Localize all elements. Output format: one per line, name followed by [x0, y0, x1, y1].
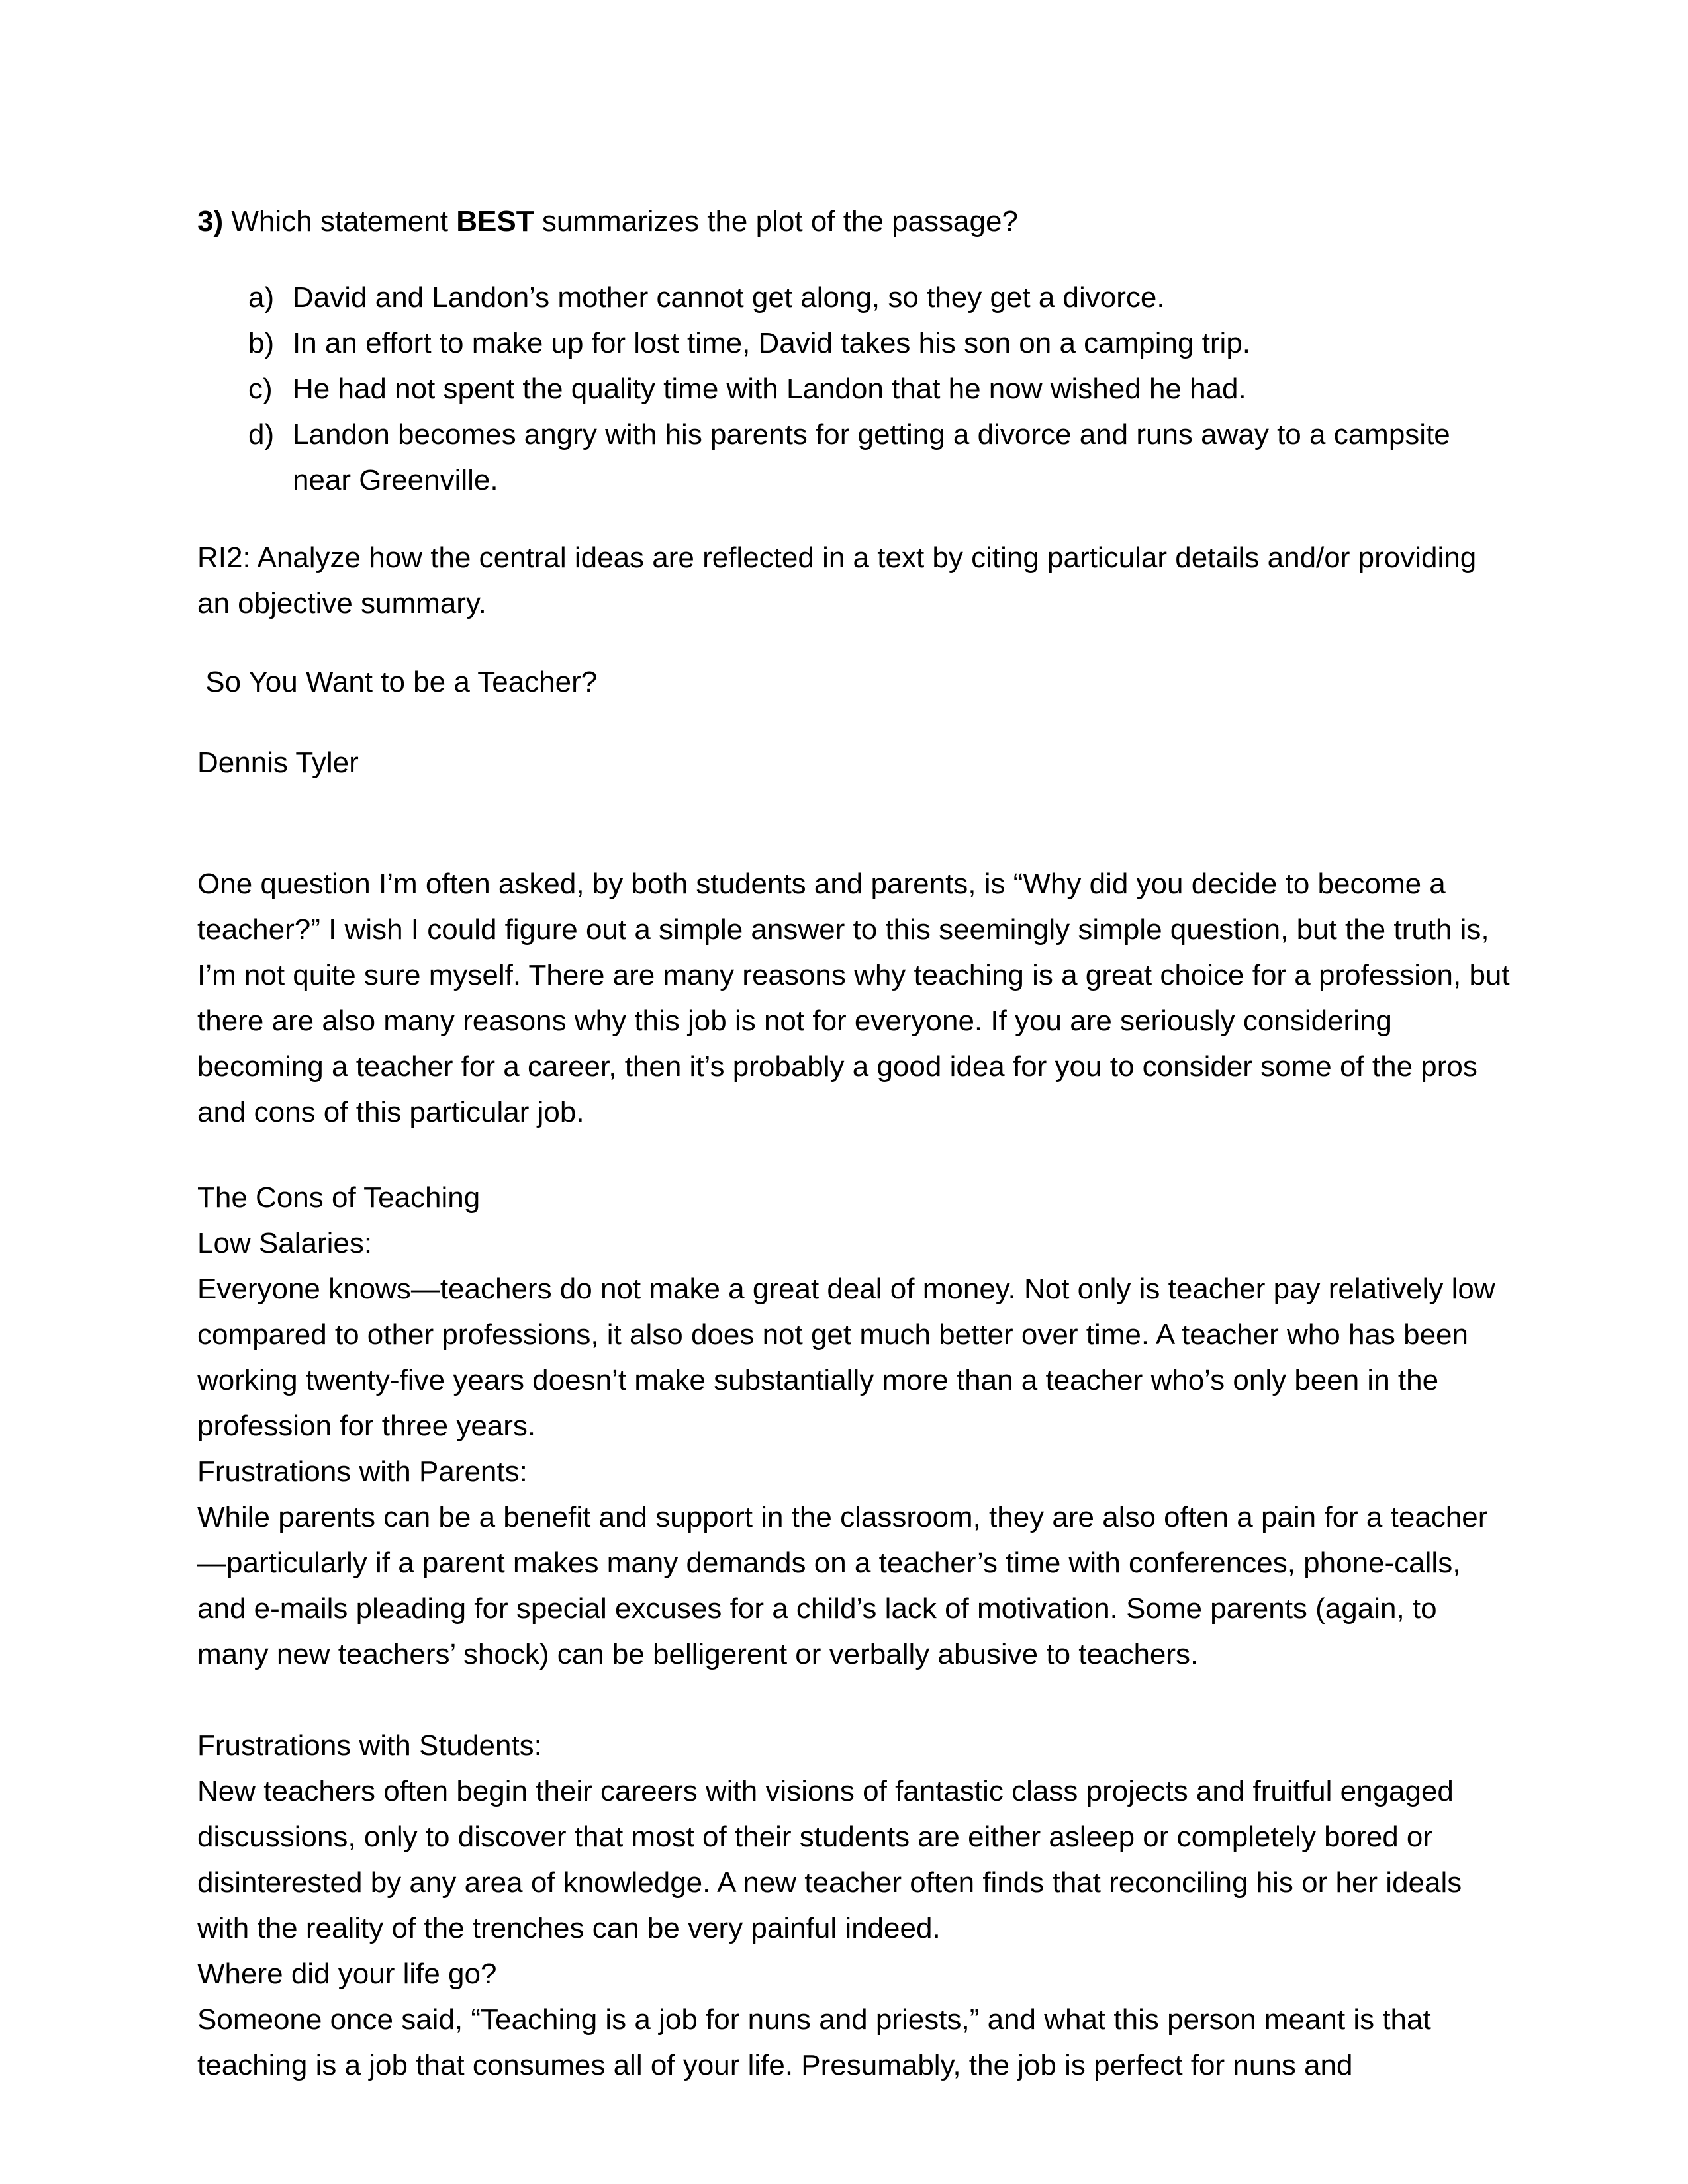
life-heading: Where did your life go? — [197, 1958, 497, 1990]
cons-section — [197, 1175, 1516, 1677]
passage-title: So You Want to be a Teacher? — [197, 666, 598, 698]
parents-paragraph: While parents can be a benefit and support in the classroom, they are also often a pain for a teacher—particularly if a parent makes many demands on a teacher’s time with conferences, phone-calls, and e-mails pleading for special excuses for a child’s lack of motivation. Some parents (again, to many new teachers’ shock) can be belligerent or verbally abusive to teachers. — [197, 1501, 1488, 1670]
question-3 — [197, 199, 1516, 244]
option-c-text: He had not spent the quality time with Landon that he now wished he had. — [293, 373, 1246, 405]
passage-author: Dennis Tyler — [197, 747, 359, 779]
option-a — [248, 275, 1516, 320]
life-paragraph: Someone once said, “Teaching is a job for nuns and priests,” and what this person meant is that teaching is a job that consumes all of your life. Presumably, the job is perfect for nuns and — [197, 2003, 1431, 2081]
question-number: 3) — [197, 205, 224, 238]
students-section — [197, 1723, 1516, 2088]
answer-options — [248, 275, 1516, 503]
low-salaries-heading: Low Salaries: — [197, 1227, 373, 1259]
option-a-letter: a) — [248, 281, 275, 314]
option-d-letter: d) — [248, 418, 275, 451]
option-c — [248, 366, 1516, 412]
question-text-post: summarizes the plot of the passage? — [534, 205, 1018, 238]
passage-intro-paragraph: One question I’m often asked, by both students and parents, is “Why did you decide to become a teacher?” I wish I could figure out a simple answer to this seemingly simple question, but the truth is, I’m not quite sure myself. There are many reasons why teaching is a great choice for a profession, but there are also many reasons why this job is not for everyone. If you are seriously considering becoming a teacher for a career, then it’s probably a good idea for you to consider some of the pros and cons of this particular job. — [197, 868, 1510, 1128]
option-a-text: David and Landon’s mother cannot get along, so they get a divorce. — [293, 281, 1165, 314]
cons-heading: The Cons of Teaching — [197, 1181, 481, 1214]
option-c-letter: c) — [248, 373, 273, 405]
students-heading: Frustrations with Students: — [197, 1729, 542, 1762]
students-paragraph: New teachers often begin their careers with visions of fantastic class projects and fruitful engaged discussions, only to discover that most of their students are either asleep or completely bored or disinterested by any area of knowledge. A new teacher often finds that reconciling his or her ideals with the reality of the trenches can be very painful indeed. — [197, 1775, 1462, 1944]
question-text-pre: Which statement — [223, 205, 457, 238]
parents-heading: Frustrations with Parents: — [197, 1455, 528, 1488]
option-b-letter: b) — [248, 327, 275, 359]
low-salaries-paragraph: Everyone knows—teachers do not make a great deal of money. Not only is teacher pay relatively low compared to other professions, it also does not get much better over time. A teacher who has been working twenty-five years doesn’t make substantially more than a teacher who’s only been in the profession for three years. — [197, 1273, 1495, 1442]
standard-ri2: RI2: Analyze how the central ideas are reflected in a text by citing particular details and/or providing an objective summary. — [197, 541, 1477, 619]
option-b — [248, 320, 1516, 366]
option-b-text: In an effort to make up for lost time, David takes his son on a camping trip. — [293, 327, 1251, 359]
question-text-bold: BEST — [456, 205, 534, 238]
option-d-text: Landon becomes angry with his parents for getting a divorce and runs away to a campsite near Greenville. — [293, 418, 1450, 496]
option-d — [248, 412, 1516, 503]
